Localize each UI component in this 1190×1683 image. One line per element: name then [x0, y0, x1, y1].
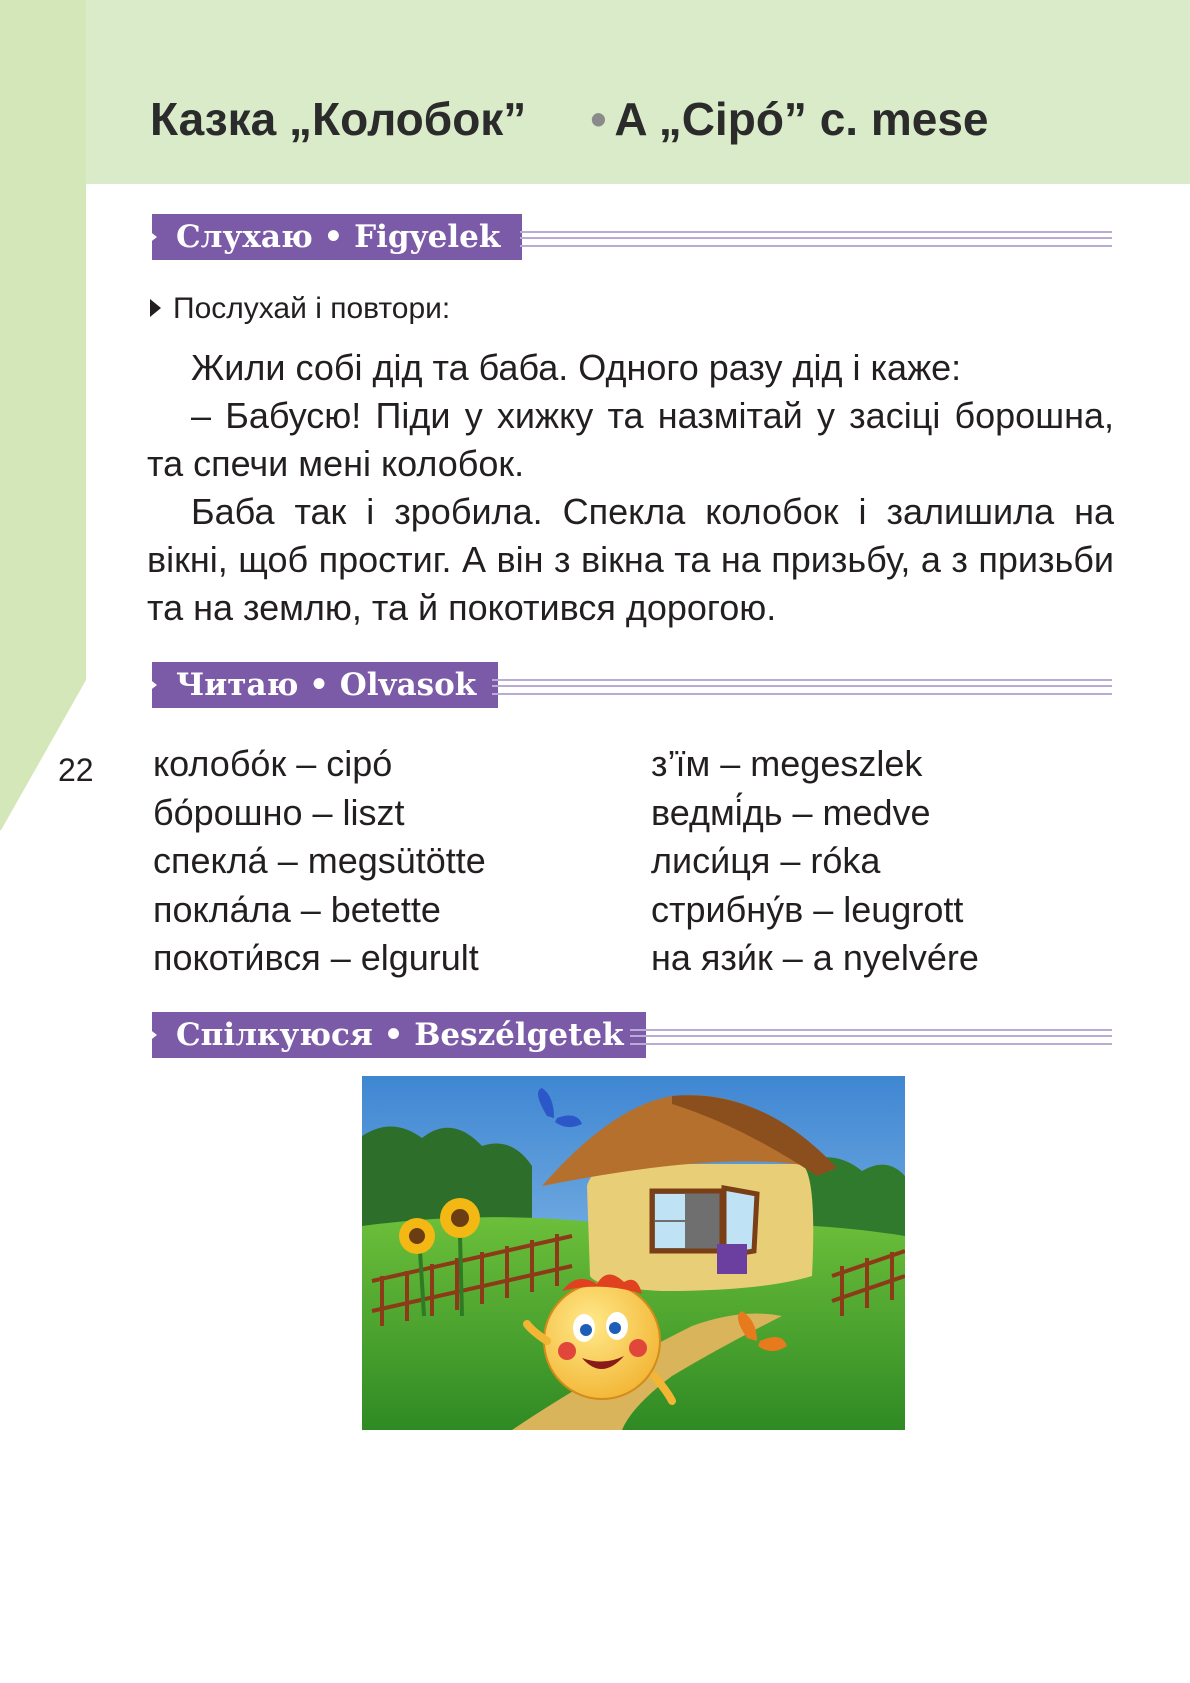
page-number: 22	[58, 752, 94, 788]
story-paragraph: Жили собі дід та баба. Одного разу дід і каже:	[191, 347, 962, 388]
section-talk-label	[152, 1012, 646, 1058]
vocab-item: стрибну́в – leugrott	[651, 888, 964, 930]
section-read-text: Читаю • Olvasok	[176, 667, 477, 703]
section-listen-label	[152, 214, 522, 260]
vocab-column-right	[651, 740, 979, 983]
section-read-label	[152, 662, 498, 708]
vocab-item: з’їм – megeszlek	[651, 743, 923, 784]
cottage-scene-image	[362, 1076, 905, 1430]
vocab-item: колобо́к – cipó	[153, 743, 393, 784]
story-text	[147, 344, 1114, 632]
vocab-item: лиси́ця – róka	[651, 840, 881, 881]
vocab-item: на язи́к – a nyelvére	[651, 937, 979, 978]
section-listen-rule	[520, 231, 1112, 247]
vocab-column-left	[153, 740, 486, 983]
section-talk-text: Спілкуюся • Beszélgetek	[176, 1017, 624, 1053]
story-paragraph: – Бабусю! Піди у хижку та назмітай у засіці борошна, та спечи мені колобок.	[147, 395, 1114, 484]
instruction-text: Послухай і повтори:	[173, 292, 451, 325]
title-hungarian: A „Cipó” c. mese	[614, 93, 989, 145]
vocab-item: покла́ла – betette	[153, 888, 441, 930]
chevron-right-icon	[148, 230, 157, 244]
vocab-item: ведмі́дь – medve	[651, 791, 931, 833]
instruction	[150, 292, 450, 326]
kolobok-illustration	[362, 1076, 905, 1430]
section-listen	[152, 214, 1112, 260]
vocab-item: бо́рошно – liszt	[153, 791, 405, 833]
vocab-item: покоти́вся – elgurult	[153, 937, 479, 978]
chevron-right-icon	[148, 1028, 157, 1042]
vocab-item: спекла́ – megsütötte	[153, 840, 486, 881]
bullet-triangle-icon	[150, 299, 161, 317]
section-listen-text: Слухаю • Figyelek	[176, 219, 501, 255]
section-talk	[152, 1012, 1112, 1058]
section-read	[152, 662, 1112, 708]
page-title	[150, 92, 989, 146]
chevron-right-icon	[148, 678, 157, 692]
section-talk-rule	[630, 1029, 1112, 1045]
title-ukrainian: Казка „Колобок”	[150, 93, 527, 145]
section-read-rule	[492, 679, 1112, 695]
story-paragraph: Баба так і зробила. Спекла колобок і залишила на вікні, щоб простиг. А він з вікна та на призьбу, а з призьби та на землю, та й покотився дорогою.	[147, 491, 1114, 628]
title-separator-dot: •	[590, 93, 607, 145]
